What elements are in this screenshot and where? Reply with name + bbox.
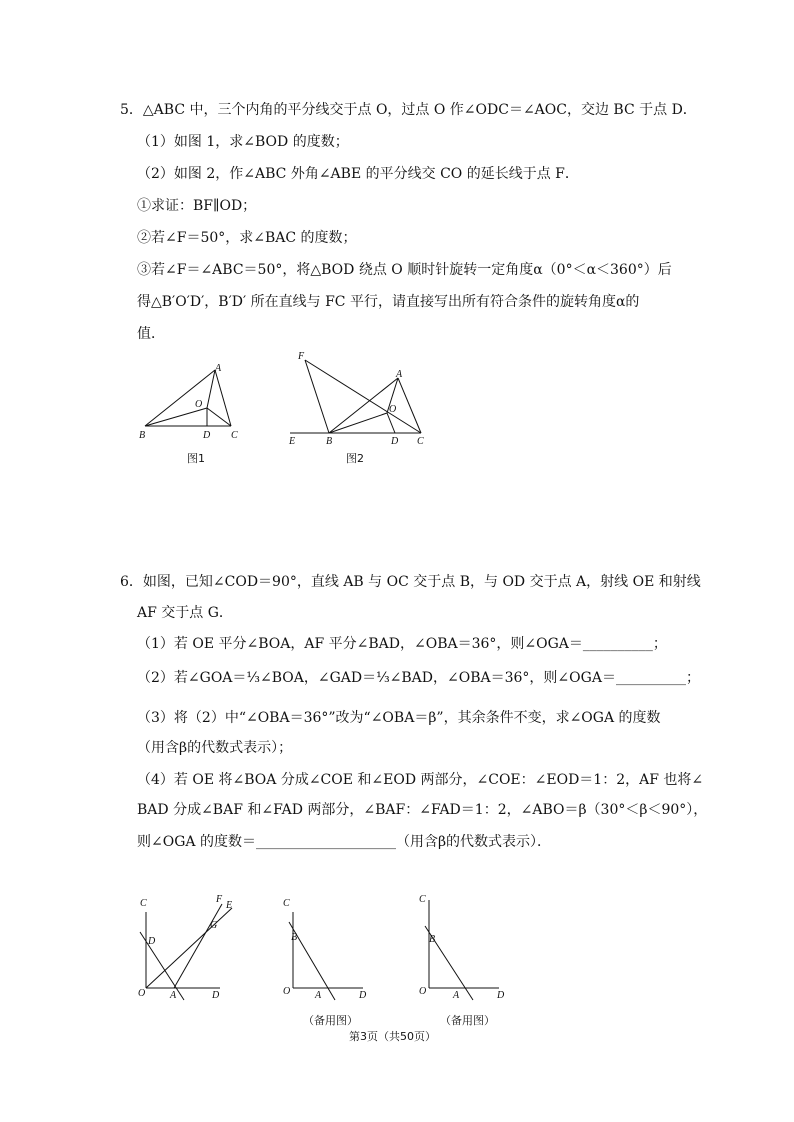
q6-fig2-label-b: B bbox=[291, 932, 298, 943]
q6-fig2-label-d: D bbox=[359, 990, 367, 1001]
q6-fig1-line-ab bbox=[140, 932, 184, 1000]
fig2-label-e: E bbox=[289, 436, 296, 447]
q6-figure-3-caption: （备用图） bbox=[440, 1014, 495, 1027]
q6-fig1-ray-af bbox=[174, 904, 222, 988]
q6-figure-1 bbox=[130, 892, 250, 1004]
q6-fig1-label-d: D bbox=[212, 990, 220, 1001]
page-number: 第3页（共50页） bbox=[349, 1030, 436, 1043]
q6-fig2-label-a: A bbox=[315, 990, 322, 1001]
fig2-segment-ac bbox=[398, 378, 421, 433]
q5-figure-1 bbox=[135, 360, 250, 450]
q6-fig1-label-c: C bbox=[140, 898, 147, 909]
fig2-segment-fb bbox=[305, 360, 329, 433]
fig1-segment-ac bbox=[215, 370, 231, 426]
q6-line-4: （2）若∠GOA＝⅓∠BOA，∠GAD＝⅓∠BAD，∠OBA＝36°，则∠OGA＝__________； bbox=[137, 670, 700, 686]
q6-figure-2 bbox=[275, 892, 375, 1004]
fig1-label-d: D bbox=[203, 430, 211, 441]
fig2-label-a: A bbox=[396, 369, 403, 380]
fig1-segment-bo bbox=[145, 408, 207, 426]
q6-fig3-label-c: C bbox=[419, 894, 426, 905]
fig2-label-b: B bbox=[326, 436, 333, 447]
q6-line-5: （3）将（2）中“∠OBA＝36°”改为“∠OBA＝β”，其余条件不变，求∠OGA 的度数 bbox=[137, 710, 661, 726]
q6-line-9: 则∠OGA 的度数＝____________________（用含β的代数式表示）． bbox=[137, 834, 552, 850]
q5-figure-1-caption: 图1 bbox=[187, 452, 205, 465]
fig1-label-o: O bbox=[195, 399, 203, 410]
q6-fig1-ray-oe bbox=[146, 908, 232, 988]
q6-line-2: AF 交于点 G． bbox=[137, 605, 233, 621]
fig1-label-c: C bbox=[231, 430, 238, 441]
q6-fig3-label-o: O bbox=[419, 986, 427, 997]
q5-figure-2-caption: 图2 bbox=[346, 452, 364, 465]
fig2-label-c: C bbox=[417, 436, 424, 447]
q5-line-3: （2）如图 2，作∠ABC 外角∠ABE 的平分线交 CO 的延长线于点 F． bbox=[137, 166, 579, 182]
q5-figure-2 bbox=[285, 348, 435, 448]
fig2-segment-ba bbox=[329, 378, 398, 433]
q6-fig3-label-d: D bbox=[497, 990, 505, 1001]
q6-fig2-label-o: O bbox=[283, 986, 291, 997]
q6-fig1-label-e: E bbox=[226, 900, 233, 911]
fig1-label-b: B bbox=[139, 430, 146, 441]
q6-fig1-label-g: G bbox=[210, 920, 218, 931]
q6-line-7: （4）若 OE 将∠BOA 分成∠COE 和∠EOD 两部分，∠COE：∠EOD＝1：2，AF 也将∠ bbox=[137, 772, 704, 788]
q5-line-6: ③若∠F＝∠ABC＝50°，将△BOD 绕点 O 顺时针旋转一定角度α（0°＜α＜360°）后 bbox=[137, 262, 672, 278]
fig2-segment-fc bbox=[305, 360, 421, 433]
q5-line-2: （1）如图 1，求∠BOD 的度数； bbox=[137, 134, 349, 150]
fig1-segment-oc bbox=[207, 408, 231, 426]
q6-figure-3 bbox=[415, 892, 515, 1004]
fig1-label-a: A bbox=[215, 363, 222, 374]
q5-line-5: ②若∠F＝50°，求∠BAC 的度数； bbox=[137, 230, 357, 246]
q6-fig1-label-o: O bbox=[138, 988, 146, 999]
q5-line-4: ①求证：BF∥OD； bbox=[137, 198, 257, 214]
q6-line-8: BAD 分成∠BAF 和∠FAD 两部分，∠BAF：∠FAD＝1：2，∠ABO＝β（30°＜β＜90°）， bbox=[137, 802, 708, 818]
q5-line-7: 得△B′O′D′，B′D′ 所在直线与 FC 平行，请直接写出所有符合条件的旋转角度α的 bbox=[137, 294, 640, 310]
q5-line-1: 5．△ABC 中，三个内角的平分线交于点 O，过点 O 作∠ODC＝∠AOC，交边 BC 于点 D． bbox=[120, 102, 697, 118]
q6-line-6: （用含β的代数式表示）； bbox=[137, 740, 293, 756]
q6-figure-2-caption: （备用图） bbox=[303, 1014, 358, 1027]
fig2-label-f: F bbox=[298, 351, 305, 362]
q5-line-8: 值． bbox=[137, 326, 165, 342]
q6-fig3-label-b: B bbox=[429, 934, 436, 945]
fig2-label-o: O bbox=[389, 404, 397, 415]
q6-fig1-label-f: F bbox=[216, 894, 223, 905]
q6-fig1-label-a: A bbox=[170, 990, 177, 1001]
q6-line-1: 6．如图，已知∠COD＝90°，直线 AB 与 OC 交于点 B，与 OD 交于点 A，射线 OE 和射线 bbox=[120, 574, 701, 590]
fig1-segment-ba bbox=[145, 370, 215, 426]
q6-fig2-label-c: C bbox=[283, 898, 290, 909]
q6-fig3-label-a: A bbox=[453, 990, 460, 1001]
q6-line-3: （1）若 OE 平分∠BOA，AF 平分∠BAD，∠OBA＝36°，则∠OGA＝__________； bbox=[137, 636, 667, 652]
q6-fig1-label-b: D bbox=[148, 936, 156, 947]
fig2-segment-bo bbox=[329, 413, 387, 433]
fig2-label-d: D bbox=[391, 436, 399, 447]
